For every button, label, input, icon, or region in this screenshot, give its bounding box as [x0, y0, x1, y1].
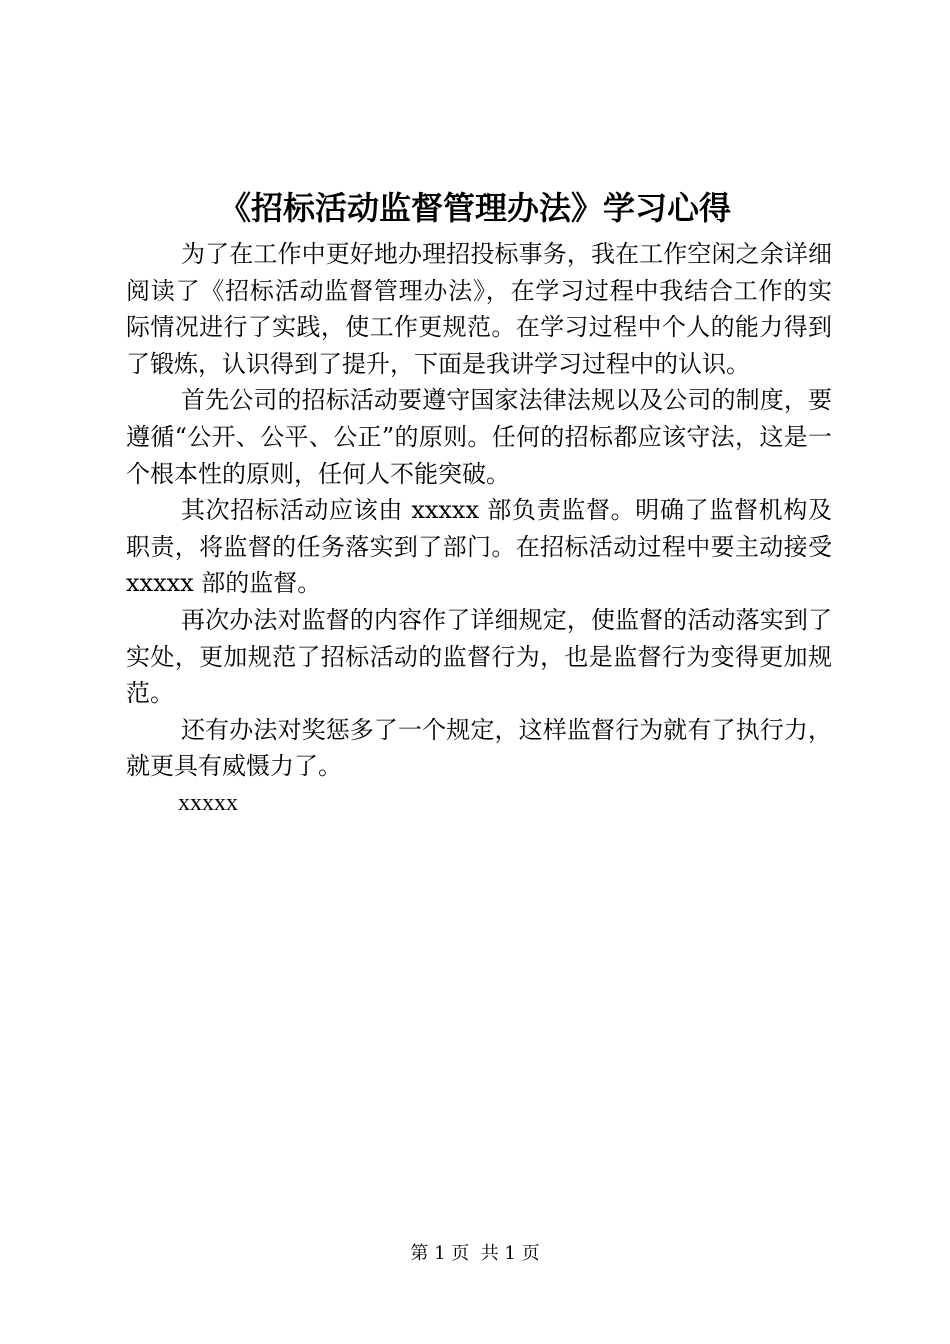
document-title: 《招标活动监督管理办法》学习心得 [218, 189, 731, 227]
page-number-label: 第 1 页 共 1 页 [410, 1243, 540, 1264]
paragraph-second-point: 其次招标活动应该由 xxxxx 部负责监督。明确了监督机构及职责，将监督的任务落实到了部门。在招标活动过程中要主动接受 xxxxx 部的监督。 [126, 496, 832, 598]
paragraph-third-point: 再次办法对监督的内容作了详细规定，使监督的活动落实到了实处，更加规范了招标活动的监督行为，也是监督行为变得更加规范。 [126, 605, 832, 708]
page-footer [0, 1242, 950, 1266]
paragraph-fourth-point: 还有办法对奖惩多了一个规定，这样监督行为就有了执行力，就更具有威慑力了。 [126, 715, 832, 781]
paragraph-intro: 为了在工作中更好地办理招投标事务，我在工作空闲之余详细阅读了《招标活动监督管理办法》，在学习过程中我结合工作的实际情况进行了实践，使工作更规范。在学习过程中个人的能力得到了锻炼，认识得到了提升，下面是我讲学习过程中的认识。 [126, 240, 832, 378]
paragraph-first-point: 首先公司的招标活动要遵守国家法律法规以及公司的制度，要遵循“公开、公平、公正”的原则。任何的招标都应该守法，这是一个根本性的原则，任何人不能突破。 [126, 386, 832, 488]
signature: xxxxx [178, 789, 238, 816]
document-body [126, 236, 832, 822]
